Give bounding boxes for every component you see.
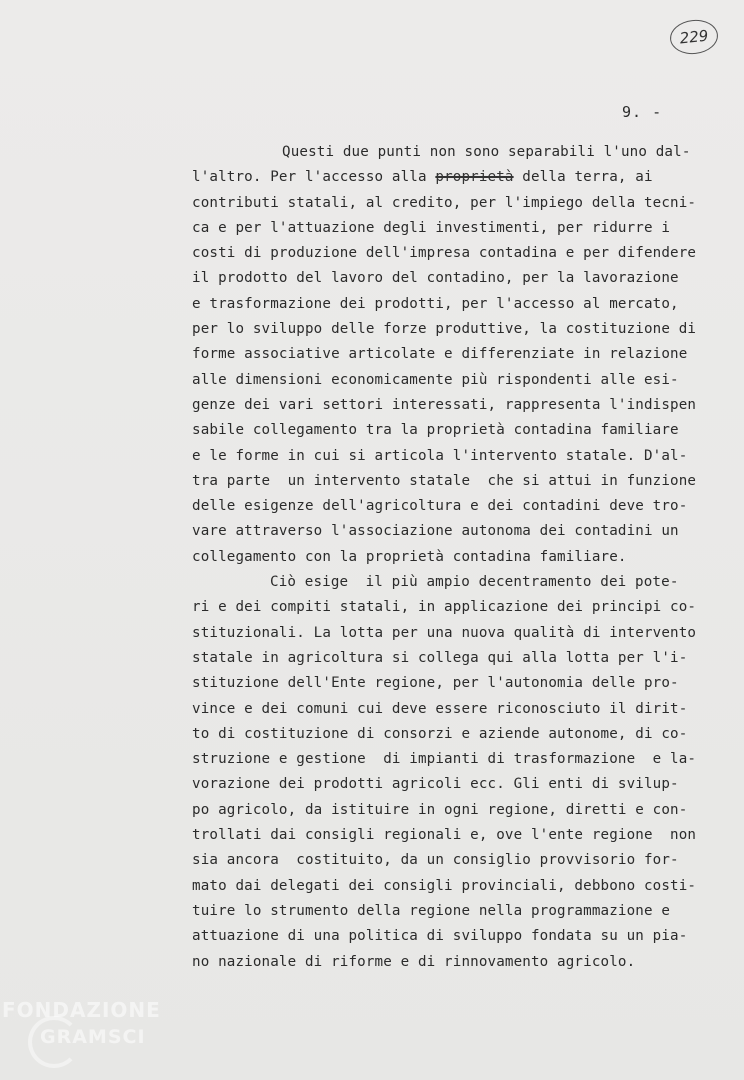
archive-number-stamp: 229 — [668, 18, 719, 57]
text-line: sia ancora costituito, da un consiglio provvisorio for- — [192, 852, 679, 869]
text-line: alle dimensioni economicamente più rispondenti alle esi- — [192, 371, 679, 388]
watermark-line1: FONDAZIONE — [2, 998, 161, 1022]
text-line: to di costituzione di consorzi e aziende autonome, di co- — [192, 725, 688, 742]
text-line: vare attraverso l'associazione autonoma dei contadini un — [192, 523, 679, 540]
text-line: delle esigenze dell'agricoltura e dei contadini deve tro- — [192, 498, 688, 515]
text-line: costi di produzione dell'impresa contadina e per difendere — [192, 245, 697, 262]
text-line: mato dai delegati dei consigli provinciali, debbono costi- — [192, 877, 697, 894]
text-line: per lo sviluppo delle forze produttive, la costituzione di — [192, 321, 697, 338]
text-line: genze dei vari settori interessati, rappresenta l'indispen — [192, 396, 697, 413]
text-line: contributi statali, al credito, per l'impiego della tecni- — [192, 194, 697, 211]
text-line: forme associative articolate e differenziate in relazione — [192, 346, 688, 363]
text-line: no nazionale di riforme e di rinnovamento agricolo. — [192, 953, 636, 970]
watermark-line2: GRAMSCI — [40, 1026, 146, 1048]
page-number: 9. - — [622, 103, 663, 121]
text-line: e trasformazione dei prodotti, per l'accesso al mercato, — [192, 295, 679, 312]
text-line: Questi due punti non sono separabili l'uno dal- — [282, 144, 691, 160]
text-line: Ciò esige il più ampio decentramento dei pote- — [270, 574, 679, 591]
text-line: tra parte un intervento statale che si attui in funzione — [192, 472, 697, 489]
text-line: ca e per l'attuazione degli investimenti, per ridurre i — [192, 219, 671, 236]
struck-word: proprietà — [435, 169, 514, 186]
text-line: po agricolo, da istituire in ogni regione, diretti e con- — [192, 801, 688, 818]
body-text — [192, 140, 712, 975]
text-line: struzione e gestione di impianti di trasformazione e la- — [192, 751, 697, 768]
text-line: attuazione di una politica di sviluppo fondata su un pia- — [192, 928, 688, 945]
text-line: trollati dai consigli regionali e, ove l'ente regione non — [192, 827, 697, 844]
watermark-logo — [2, 998, 202, 1078]
text-line: collegamento con la proprietà contadina familiare. — [192, 548, 627, 565]
text-line: sabile collegamento tra la proprietà contadina familiare — [192, 422, 679, 439]
text-line: ri e dei compiti statali, in applicazione dei principi co- — [192, 599, 697, 616]
text-line: stituzione dell'Ente regione, per l'autonomia delle pro- — [192, 675, 679, 692]
text-line: il prodotto del lavoro del contadino, per la lavorazione — [192, 270, 679, 287]
text-line: stituzionali. La lotta per una nuova qualità di intervento — [192, 624, 697, 641]
text-line: statale in agricoltura si collega qui alla lotta per l'i- — [192, 649, 688, 666]
text-line: e le forme in cui si articola l'intervento statale. D'al- — [192, 447, 688, 464]
text-fragment: l'altro. Per l'accesso alla — [192, 169, 436, 186]
text-line: tuire lo strumento della regione nella programmazione e — [192, 902, 671, 919]
watermark-g-icon — [28, 1016, 80, 1068]
text-line: vince e dei comuni cui deve essere riconosciuto il dirit- — [192, 700, 688, 717]
text-line — [192, 165, 712, 190]
text-line: vorazione dei prodotti agricoli ecc. Gli enti di svilup- — [192, 776, 679, 793]
text-fragment: della terra, ai — [513, 169, 653, 186]
